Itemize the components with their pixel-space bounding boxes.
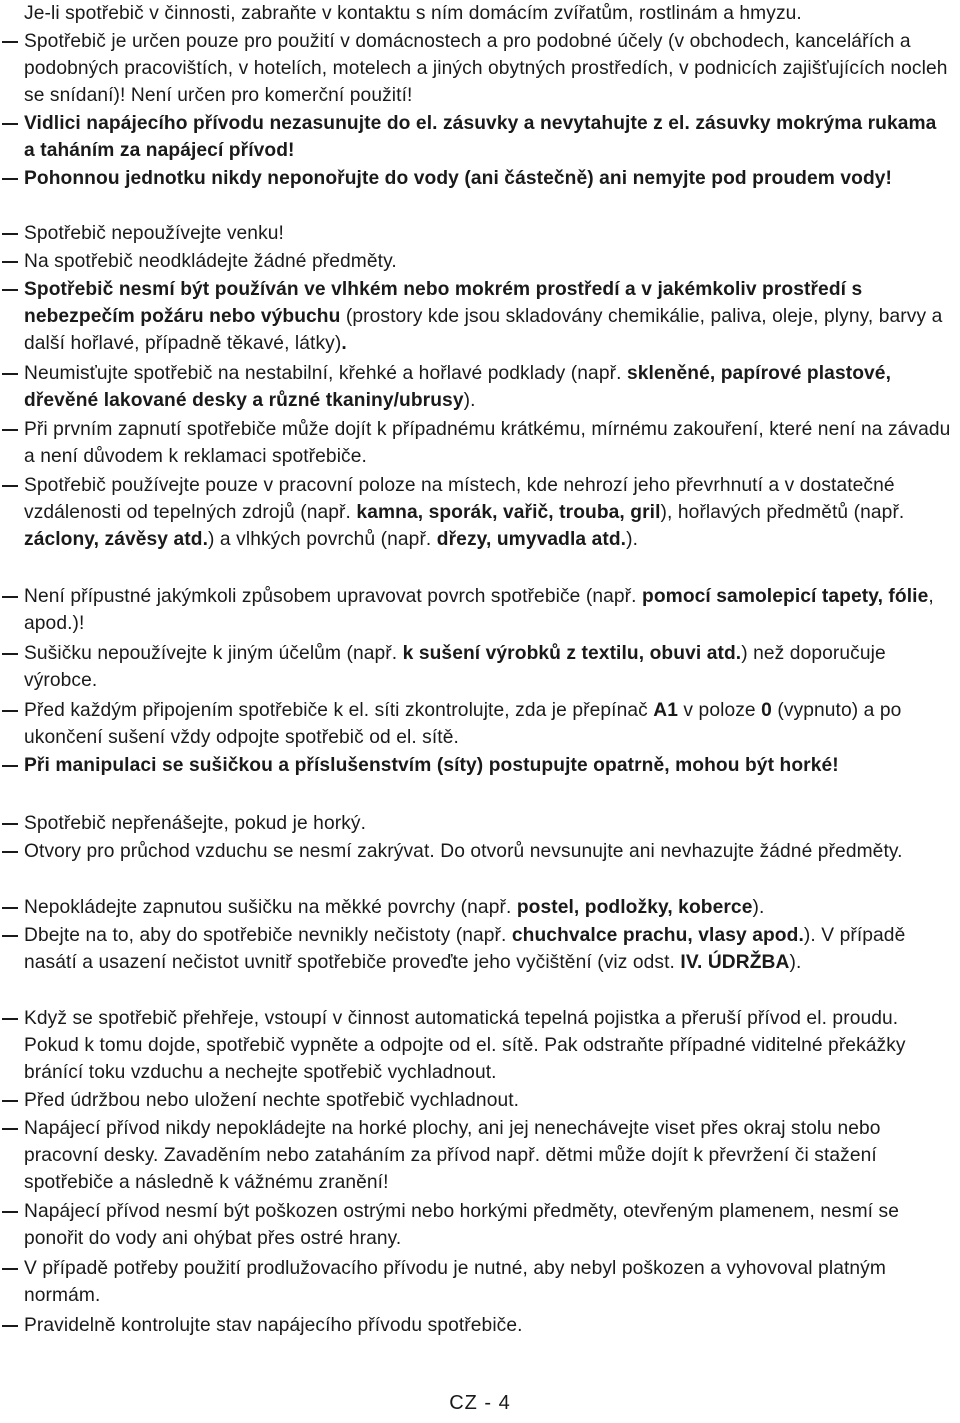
bold-text: postel, podložky, koberce (516, 897, 753, 918)
text: Napájecí přívod nikdy nepokládejte na horké plochy, ani jej nenechávejte viset přes okraj stolu nebo pracovní desky. Zavaděním nebo zataháním za přívod např. dětmi může dojít k převržení či stažení spotřebiče a následně k vážnému zranění! (24, 1118, 881, 1194)
instruction-item (0, 1198, 960, 1252)
bold-text: Vidlici napájecího přívodu nezasunujte do el. zásuvky a nevytahujte z el. zásuvky mokrýma rukama a taháním za napájecí přívod! (24, 113, 937, 162)
text: , apod.)! (24, 586, 934, 635)
text: Spotřebič používejte pouze v pracovní poloze na místech, kde nehrozí jeho převrhnutí a v dostatečné vzdálenosti od tepelných zdrojů (např. (24, 475, 895, 524)
text: Spotřebič je určen pouze pro použití v domácnostech a pro podobné účely (v obchodech, kancelářích a podobných pracovištích, v hotelích, motelech a jiných obytných prostředích, v podnicích zajišťujících nocleh se snídaní)! Není určen pro komerční použití! (24, 31, 948, 107)
text: Neumisťujte spotřebič na nestabilní, křehké a hořlavé podklady (např. (24, 363, 627, 384)
bold-text: 0 (761, 700, 772, 721)
bold-text: záclony, závěsy atd. (24, 529, 209, 551)
instruction-item (0, 583, 960, 637)
text: V případě potřeby použití prodlužovacího přívodu je nutné, aby nebyl poškozen a vyhovoval platným normám. (24, 1258, 886, 1307)
instruction-item (0, 248, 960, 275)
bold-text: kamna, sporák, vařič, trouba, gril (356, 502, 661, 524)
text: Není přípustné jakýmkoli způsobem upravovat povrch spotřebiče (např. (24, 586, 643, 607)
instruction-item (0, 472, 960, 554)
text: ). (752, 897, 765, 918)
text: ). (626, 529, 639, 551)
text: Napájecí přívod nesmí být poškozen ostrými nebo horkými předměty, otevřeným plamenem, nesmí se ponořit do vody ani ohýbat přes ostré hrany. (24, 1201, 899, 1250)
instruction-item (0, 1312, 960, 1339)
text: Sušičku nepoužívejte k jiným účelům (např. (24, 643, 403, 664)
text: Otvory pro průchod vzduchu se nesmí zakrývat. Do otvorů nevsunujte ani nevhazujte žádné předměty. (24, 841, 903, 862)
text: (vypnuto) a po ukončení sušení vždy odpojte spotřebič od el. sítě. (24, 700, 902, 749)
text: Na spotřebič neodkládejte žádné předměty. (24, 251, 397, 272)
text: Nepokládejte zapnutou sušičku na měkké povrchy (např. (24, 897, 517, 918)
text: ). (463, 390, 476, 412)
instruction-item (0, 838, 960, 865)
text: Před údržbou nebo uložení nechte spotřebič vychladnout. (24, 1090, 520, 1111)
instruction-item (0, 697, 960, 751)
instruction-item (0, 360, 960, 414)
instruction-item (0, 1005, 960, 1087)
instruction-item (0, 810, 960, 837)
text: ) než doporučuje výrobce. (24, 643, 886, 692)
text: Před každým připojením spotřebiče k el. síti zkontrolujte, zda je přepínač (24, 700, 654, 721)
bold-text: skleněné, papírové plastové, dřevěné lakované desky a různé tkaniny/ubrusy (24, 363, 892, 412)
bold-text: Pohonnou jednotku nikdy neponořujte do vody (ani částečně) ani nemyjte pod proudem vody! (24, 168, 893, 189)
text: ). V případě nasátí a usazení nečistot uvnitř spotřebiče proveďte jeho vyčištění (viz odst. (24, 925, 906, 974)
text: ). (789, 952, 802, 974)
instruction-item (0, 894, 960, 921)
bold-text: . (341, 333, 347, 355)
bold-text: A1 (653, 700, 678, 721)
bold-text: IV. ÚDRŽBA (680, 952, 790, 974)
instruction-item (0, 416, 960, 470)
bold-text: Při manipulaci se sušičkou a příslušenstvím (síty) postupujte opatrně, mohou být horké! (24, 755, 839, 776)
text: v poloze (678, 700, 762, 721)
bold-text: k sušení výrobků z textilu, obuvi atd. (402, 643, 742, 664)
instruction-item (0, 1087, 960, 1114)
text: Spotřebič nepoužívejte venku! (24, 223, 284, 244)
text: Dbejte na to, aby do spotřebiče nevnikly nečistoty (např. (24, 925, 512, 946)
instruction-item (0, 165, 960, 192)
text: ) a vlhkých povrchů (např. (208, 529, 437, 551)
instruction-item (0, 1255, 960, 1309)
instruction-item (0, 752, 960, 779)
bold-text: chuchvalce prachu, vlasy apod. (511, 925, 804, 946)
instruction-item (0, 28, 960, 110)
instruction-item (0, 0, 960, 27)
text: Pravidelně kontrolujte stav napájecího přívodu spotřebiče. (24, 1315, 523, 1336)
instruction-item (0, 922, 960, 976)
bold-text: Spotřebič nesmí být používán ve vlhkém nebo mokrém prostředí a v jakémkoliv prostředí s nebezpečím požáru nebo výbuchu (24, 279, 863, 328)
instruction-item (0, 640, 960, 694)
text: Spotřebič nepřenášejte, pokud je horký. (24, 813, 367, 834)
bold-text: dřezy, umyvadla atd. (436, 529, 627, 551)
instruction-item (0, 276, 960, 358)
instruction-item (0, 110, 960, 164)
text: ), hořlavých předmětů (např. (660, 502, 905, 524)
bold-text: pomocí samolepicí tapety, fólie (642, 586, 929, 607)
text: Když se spotřebič přehřeje, vstoupí v činnost automatická tepelná pojistka a přeruší přívod el. proudu. Pokud k tomu dojde, spotřebič vypněte a odpojte od el. sítě. Pak odstraňte případné viditelné překážky bránící toku vzduchu a nechejte spotřebič vychladnout. (24, 1008, 906, 1084)
instruction-item (0, 1115, 960, 1197)
text: Je-li spotřebič v činnosti, zabraňte v kontaktu s ním domácím zvířatům, rostlinám a hmyzu. (24, 3, 802, 24)
text: Při prvním zapnutí spotřebiče může dojít k případnému krátkému, mírnému zakouření, které není na závadu a není důvodem k reklamaci spotřebiče. (24, 419, 951, 468)
page-number: CZ - 4 (449, 1392, 511, 1414)
text: (prostory kde jsou skladovány chemikálie, paliva, oleje, plyny, barvy a další hořlavé, případně těkavé, látky) (24, 306, 943, 355)
instruction-item (0, 220, 960, 247)
